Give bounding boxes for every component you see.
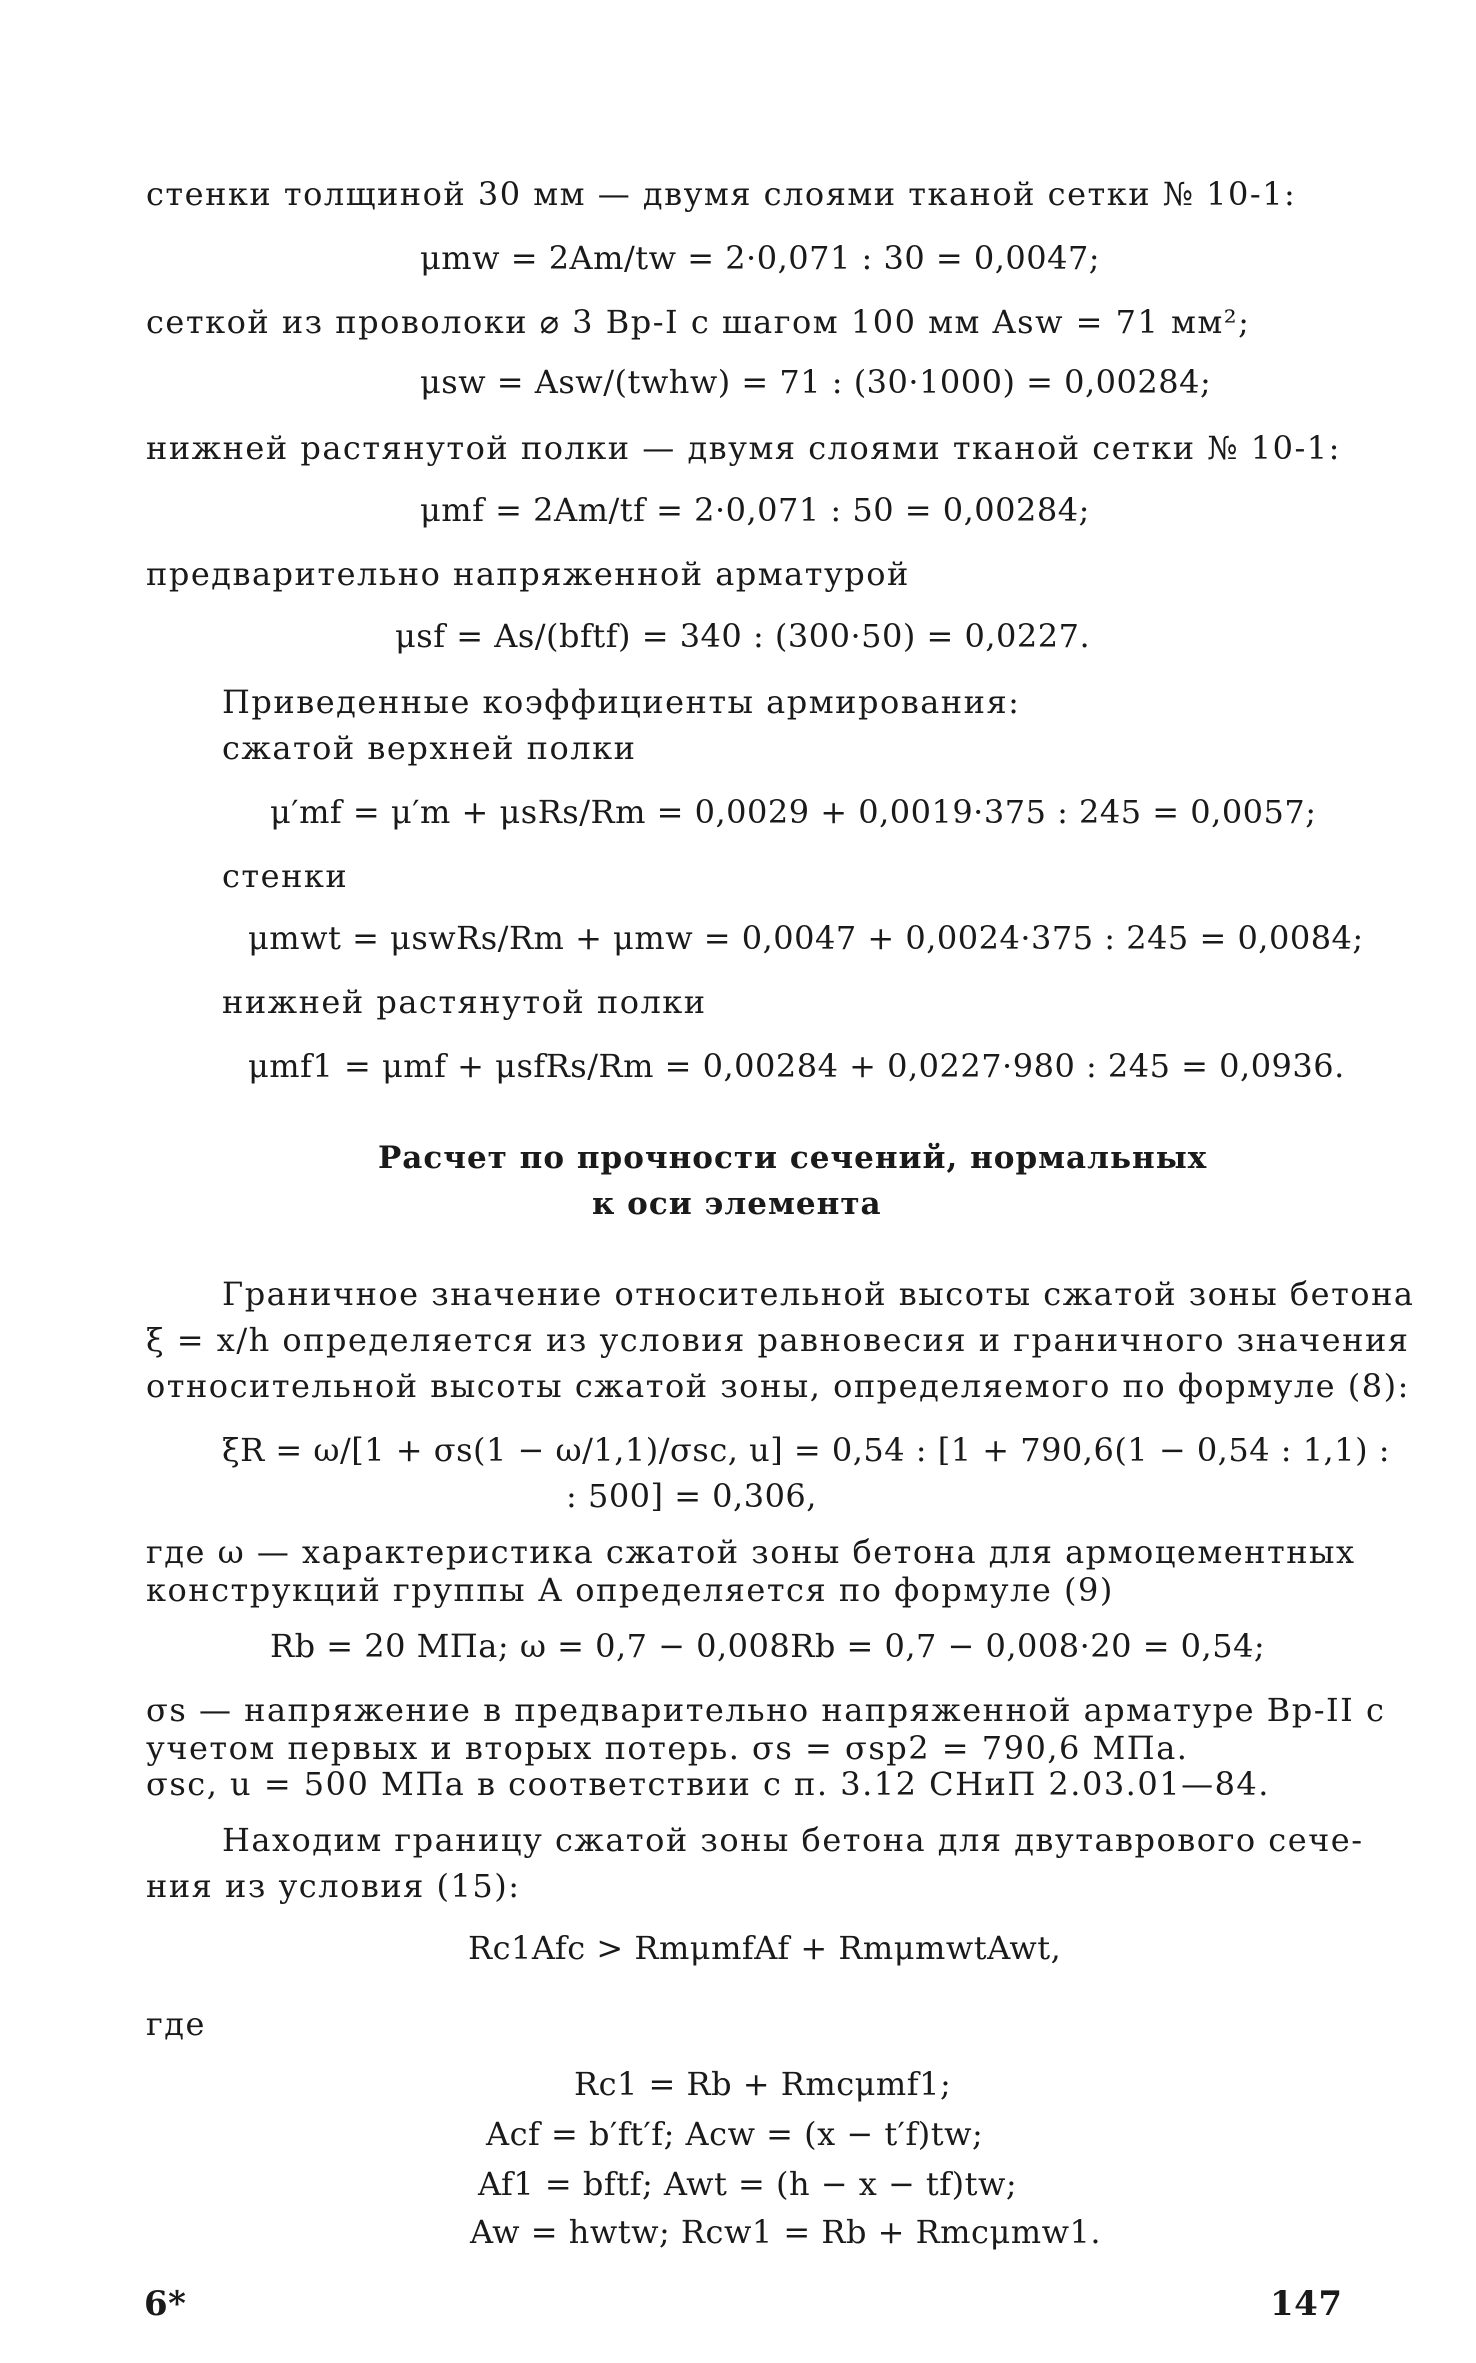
formula: μ′mf = μ′m + μsRs/Rm = 0,0029 + 0,0019·375 : 245 = 0,0057; — [270, 793, 1317, 831]
text-line: нижней растянутой полки — двумя слоями тканой сетки № 10-1: — [146, 429, 1341, 467]
paragraph-line: где ω — характеристика сжатой зоны бетона для армоцементных — [146, 1533, 1356, 1571]
formula: μmf1 = μmf + μsfRs/Rm = 0,00284 + 0,0227·980 : 245 = 0,0936. — [248, 1047, 1345, 1085]
paragraph-line: σsc, u = 500 МПа в соответствии с п. 3.12 СНиП 2.03.01—84. — [146, 1765, 1270, 1803]
formula: Rc1 = Rb + Rmcμmf1; — [574, 2065, 952, 2103]
formula: μmwt = μswRs/Rm + μmw = 0,0047 + 0,0024·375 : 245 = 0,0084; — [248, 919, 1364, 957]
text-line: сеткой из проволоки ⌀ 3 Вр-I с шагом 100 мм Asw = 71 мм²; — [146, 303, 1251, 341]
text-line: сжатой верхней полки — [222, 729, 637, 767]
paragraph-line: конструкций группы А определяется по формуле (9) — [146, 1571, 1114, 1609]
formula: Rb = 20 МПа; ω = 0,7 − 0,008Rb = 0,7 − 0,008·20 = 0,54; — [270, 1627, 1266, 1665]
paragraph-line: ξ = x/h определяется из условия равновесия и граничного значения — [146, 1321, 1410, 1359]
formula: Af1 = bftf; Awt = (h − x − tf)tw; — [478, 2165, 1018, 2203]
formula: Aw = hwtw; Rcw1 = Rb + Rmcμmw1. — [470, 2213, 1101, 2251]
formula: μmw = 2Am/tw = 2·0,071 : 30 = 0,0047; — [420, 239, 1101, 277]
text-line: нижней растянутой полки — [222, 983, 707, 1021]
formula-continuation: : 500] = 0,306, — [566, 1477, 817, 1515]
paragraph-line: σs — напряжение в предварительно напряженной арматуре Вр-II с — [146, 1691, 1386, 1729]
text-line: стенки толщиной 30 мм — двумя слоями тканой сетки № 10-1: — [146, 175, 1297, 213]
paragraph-line: относительной высоты сжатой зоны, определяемого по формуле (8): — [146, 1367, 1410, 1405]
signature-mark: 6* — [144, 2284, 187, 2324]
formula: μsf = As/(bftf) = 340 : (300·50) = 0,0227. — [395, 617, 1091, 655]
formula: ξR = ω/[1 + σs(1 − ω/1,1)/σsc, u] = 0,54 : [1 + 790,6(1 − 0,54 : 1,1) : — [222, 1431, 1391, 1469]
formula: Rc1Afc > RmμmfAf + RmμmwtAwt, — [468, 1929, 1062, 1967]
paragraph-line: Находим границу сжатой зоны бетона для двутаврового сече- — [222, 1821, 1364, 1859]
paragraph-line: учетом первых и вторых потерь. σs = σsp2 = 790,6 МПа. — [146, 1729, 1189, 1767]
formula: Acf = b′ft′f; Acw = (x − t′f)tw; — [486, 2115, 984, 2153]
formula: μsw = Asw/(twhw) = 71 : (30·1000) = 0,00284; — [420, 363, 1212, 401]
text-line: стенки — [222, 857, 349, 895]
paragraph-line: ния из условия (15): — [146, 1867, 521, 1905]
text-line: Приведенные коэффициенты армирования: — [222, 683, 1021, 721]
section-heading-line-2: к оси элемента — [592, 1186, 882, 1222]
text-line: предварительно напряженной арматурой — [146, 555, 910, 593]
section-heading-line-1: Расчет по прочности сечений, нормальных — [378, 1140, 1208, 1176]
formula: μmf = 2Am/tf = 2·0,071 : 50 = 0,00284; — [420, 491, 1090, 529]
paragraph-line: Граничное значение относительной высоты сжатой зоны бетона — [222, 1275, 1415, 1313]
page-number: 147 — [1270, 2284, 1343, 2324]
text-line: где — [146, 2005, 206, 2043]
